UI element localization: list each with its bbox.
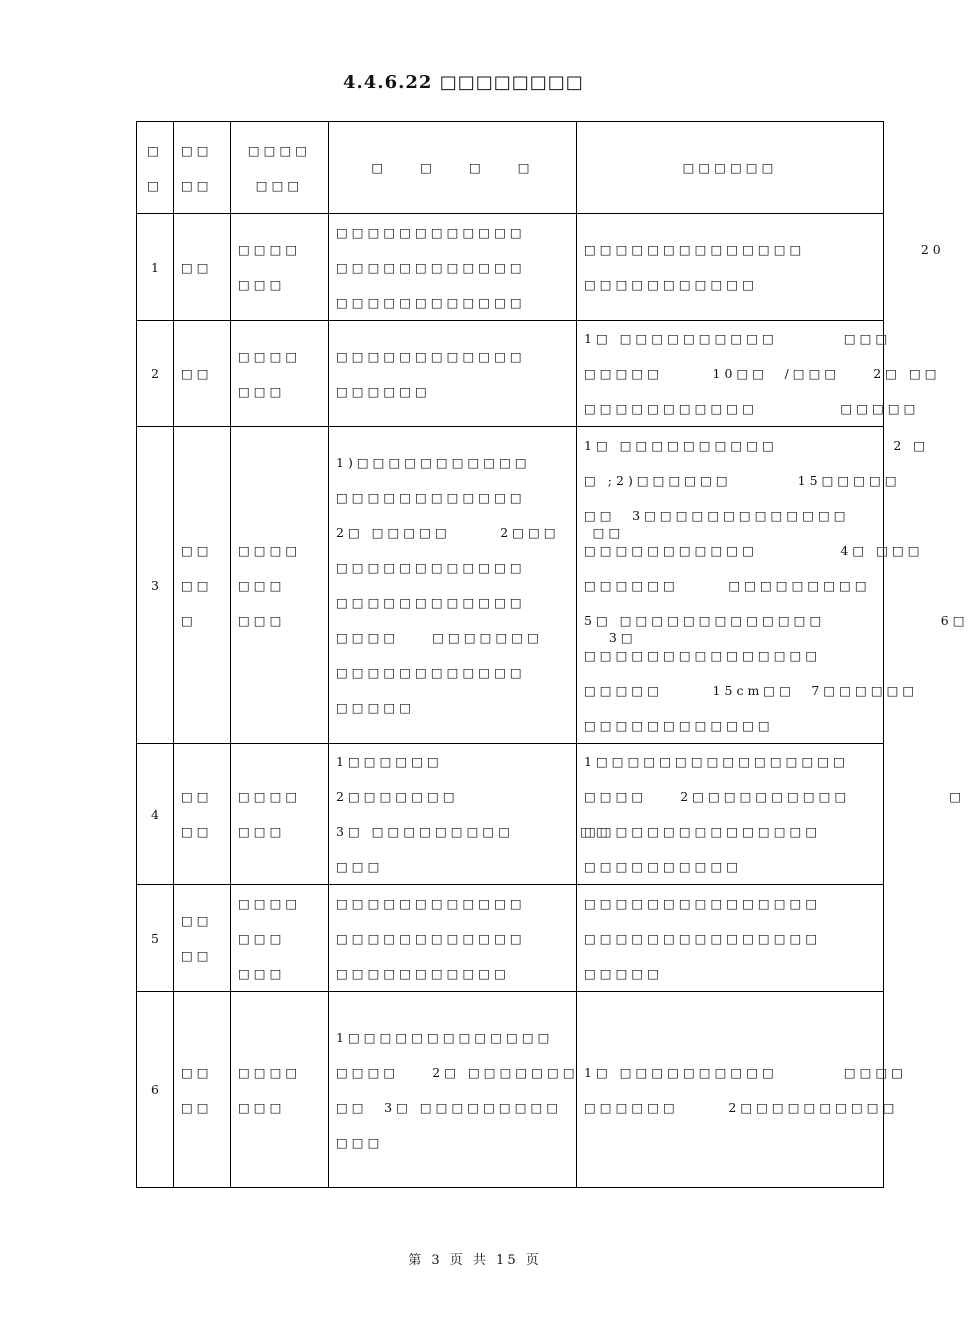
cell-text-line: □□: [181, 1099, 213, 1115]
cell-text-line: □□: [181, 913, 213, 928]
cell-text-line: 1□ □□□□□□□□□□ □□□□: [584, 1064, 908, 1080]
cell-text-line: □□□□□□□□□□□□□□□: [584, 824, 822, 839]
table-row: [137, 427, 884, 744]
cell-text-line: □□□□: [247, 142, 312, 158]
cell-text-line: □□□□□ 15cm□□ 7□□□□□□: [584, 682, 919, 698]
cell-text-line: □□: [181, 542, 213, 558]
cell-text-line: 1□ □□□□□□□□□□ □□□: [584, 331, 892, 346]
header-cell-1: [137, 122, 174, 214]
cell-text-line: □□□: [238, 277, 286, 292]
cell-text-line: 1)□□□□□□□□□□□: [336, 455, 531, 470]
cell-text-line: □□□: [238, 930, 286, 946]
row-col-5: [577, 744, 966, 885]
cell-text-line: □□□□□□□□□□□□: [336, 560, 526, 575]
cell-text-line: □□□□□□□□□□: [584, 859, 743, 874]
cell-text-line: 3□ □□□□□□□□□ □□: [336, 824, 612, 839]
spec-table: [136, 121, 969, 1188]
row-col-2: [174, 744, 231, 885]
table-row: [137, 744, 884, 885]
cell-text-line: □□□□□□□□□□□□: [336, 259, 526, 275]
table-row: [137, 321, 884, 427]
cell-text-line: 1□□□□□□□□□□□□□□□□: [584, 754, 849, 769]
row-col-4: [329, 427, 637, 744]
cell-text-line: □□: [181, 824, 213, 839]
table-header-row: [137, 122, 884, 214]
cell-text-line: 1□□□□□□□□□□□□□: [336, 1029, 554, 1045]
cell-text-line: □□□: [238, 824, 286, 839]
cell-text-line: □: [181, 612, 197, 628]
row-col-3: [231, 321, 329, 427]
cell-text-line: □□□□□□□□□□□□: [336, 895, 526, 911]
row-col-2: [174, 885, 231, 992]
cell-text-line: □□: [181, 366, 213, 381]
row-col-2: [174, 321, 231, 427]
cell-text-line: □□: [181, 789, 213, 804]
header-cell-4: [329, 122, 577, 214]
cell-text-line: □ ;2)□□□□□□ 15□□□□□: [584, 472, 901, 488]
row-col-2: [174, 427, 231, 744]
row-number: [137, 992, 174, 1188]
cell-text-line: □□□□□□□□□□□□□□□: [584, 647, 822, 663]
cell-text-line: □□□□□□: [682, 160, 778, 175]
row-number-text: 2: [151, 366, 159, 381]
row-number-text: 4: [151, 806, 159, 822]
row-col-4: [329, 885, 577, 992]
cell-text-line: □□□□□□ □□□□□□□□□: [584, 577, 871, 593]
cell-text-line: □□: [181, 577, 213, 593]
cell-text-line: □□: [181, 948, 213, 963]
cell-text-line: □□□□□□□□□□□: [336, 965, 510, 981]
page-footer: 第 3 页 共 15 页: [408, 1253, 542, 1268]
cell-text-line: □□□□ 2□ □□□□□□□: [336, 1064, 579, 1080]
cell-text-line: □□□□□□□□□□□ 4□ □□□: [584, 542, 924, 558]
row-col-4: [329, 992, 577, 1188]
row-number-text: 5: [151, 930, 159, 946]
row-col-4: [329, 214, 577, 321]
cell-text-line: 5□ □□□□□□□□□□□□□ 6□: [584, 612, 969, 628]
cell-text-line: □□□□□□: [336, 383, 431, 399]
cell-text-line: □□□□□□□□□□□□□□□: [584, 930, 822, 946]
row-number: [137, 214, 174, 321]
cell-text-line: □□□□□□□□□□□□□□□: [584, 895, 822, 911]
row-col-4: [329, 744, 612, 885]
cell-text-line: □□□: [238, 1099, 286, 1115]
cell-text-line: □: [147, 142, 163, 158]
cell-text-line: □□□□□□□□□□□□□□ 20: [584, 242, 945, 257]
cell-text-line: □□: [181, 1064, 213, 1080]
table-row: [137, 885, 884, 992]
cell-text-line: □□□□□□□□□□□□: [336, 490, 526, 505]
cell-text-line: □□□□□□□□□□□ □□□□□: [584, 401, 920, 416]
cell-text-line: □□□□□□□□□□□□: [336, 224, 526, 240]
row-col-3: [231, 992, 329, 1188]
cell-text-line: □□: [181, 177, 213, 193]
cell-text-line: □: [147, 177, 163, 193]
row-col-3: [231, 427, 329, 744]
cell-text-line: □□□□□ 10□□ /□□□ 2□ □□: [584, 366, 941, 381]
header-cell-3: [231, 122, 329, 214]
cell-text-line: □□: [181, 259, 213, 275]
cell-text-line: 1□□□□□□: [336, 754, 443, 769]
row-number-text: 6: [151, 1082, 159, 1097]
cell-text-line: □□□□□□□□□□□□: [336, 595, 526, 610]
table-row: [137, 214, 884, 321]
cell-text-line: □□□□□: [336, 700, 416, 715]
cell-text-line: □□□□□□□□□□□□: [336, 348, 526, 364]
cell-text-line: □□□□□: [584, 965, 664, 981]
cell-text-line: □□□: [255, 177, 304, 193]
cell-text-line: □□□□: [238, 542, 302, 558]
row-number: [137, 885, 174, 992]
cell-text-line: □□□□ 2□□□□□□□□□□ □: [584, 789, 966, 804]
row-number: [137, 321, 174, 427]
cell-text-line: □□ 3□□□□□□□□□□□□□: [584, 507, 850, 523]
header-cell-2: [174, 122, 231, 214]
row-col-3: [231, 214, 329, 321]
cell-text-line: □□□□□□□□□□□□: [584, 717, 774, 733]
cell-text-line: □□□: [238, 965, 286, 981]
cell-text-line: □□□□ □□□□□□□ 3□: [336, 630, 637, 645]
row-col-5: [577, 885, 884, 992]
cell-text-line: □□: [181, 142, 213, 158]
cell-text-line: 2□ □□□□□ 2□□□ □□: [336, 525, 625, 540]
cell-text-line: □□□: [238, 577, 286, 593]
cell-text-line: □□□□: [238, 789, 302, 804]
cell-text-line: □□□□□□□□□□□□: [336, 665, 526, 680]
row-col-2: [174, 214, 231, 321]
row-col-5: [577, 321, 941, 427]
row-number-text: 1: [151, 259, 159, 275]
row-col-3: [231, 885, 329, 992]
cell-text-line: □□□: [238, 612, 286, 628]
header-cell-5: [577, 122, 884, 214]
row-col-5: [577, 427, 969, 744]
cell-text-line: □□□□: [238, 895, 302, 911]
row-col-5: [577, 992, 908, 1188]
row-col-5: [577, 214, 945, 321]
cell-text-line: □□ 3□ □□□□□□□□□: [336, 1099, 563, 1115]
cell-text-line: □□□□□□□□□□□: [584, 277, 758, 292]
row-number: [137, 744, 174, 885]
row-number: [137, 427, 174, 744]
cell-text-line: □□□: [336, 1134, 384, 1150]
cell-text-line: □□□: [238, 383, 286, 399]
table-row: [137, 992, 884, 1188]
cell-text-line: □□□□□□□□□□□□: [336, 294, 526, 310]
row-col-3: [231, 744, 329, 885]
cell-text-line: □□□□: [238, 348, 302, 364]
row-col-2: [174, 992, 231, 1188]
cell-text-line: 1□ □□□□□□□□□□ 2 □: [584, 437, 930, 453]
row-col-4: [329, 321, 577, 427]
cell-text-line: □□□□□□ 2□□□□□□□□□□: [584, 1099, 899, 1115]
cell-text-line: □□□□: [238, 242, 302, 257]
row-number-text: 3: [151, 577, 159, 593]
cell-text-line: □□□□: [238, 1064, 302, 1080]
cell-text-line: □□□□□□□□□□□□: [336, 930, 526, 946]
page-title: 4.4.6.22 □□□□□□□□: [343, 72, 584, 93]
cell-text-line: □□□: [336, 859, 384, 874]
cell-text-line: 2□□□□□□□: [336, 789, 459, 804]
cell-text-line: □ □ □ □: [371, 160, 534, 175]
